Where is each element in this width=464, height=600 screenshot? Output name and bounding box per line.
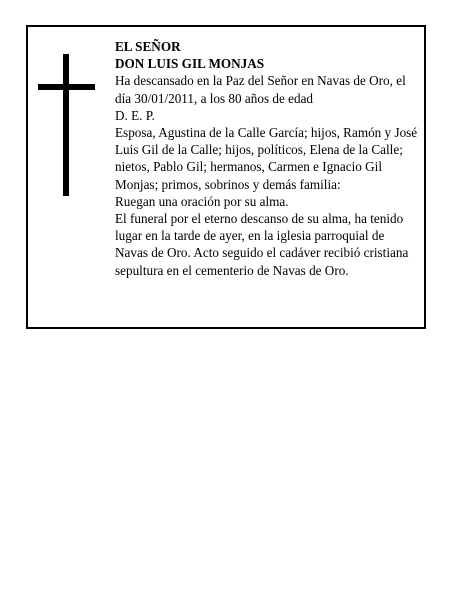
prayer-request: Ruegan una oración por su alma.: [115, 193, 289, 209]
funeral-info: El funeral por el eterno descanso de su alma, ha tenido lugar en la tarde de ayer, en la iglesia parroquial de Navas de Oro. Acto seguido el cadáver recibió cristiana sepultura en el cementerio de Navas de Oro.: [115, 211, 409, 278]
deceased-name: DON LUIS GIL MONJAS: [115, 56, 265, 72]
death-statement: Ha descansado en la Paz del Señor en Navas de Oro, el día 30/01/2011, a los 80 años de edad: [115, 73, 406, 106]
rip-line: D. E. P.: [115, 107, 155, 123]
family-list: Esposa, Agustina de la Calle García; hijos, Ramón y José Luis Gil de la Calle; hijos, políticos, Elena de la Calle; nietos, Pablo Gil; hermanos, Carmen e Ignacio Gil Monjas; primos, sobrinos y demás familia:: [115, 125, 418, 192]
obituary-text: [115, 38, 420, 279]
cross-vertical-bar: [63, 54, 69, 196]
cross-horizontal-bar: [38, 84, 95, 90]
heading-title: EL SEÑOR: [115, 39, 181, 54]
